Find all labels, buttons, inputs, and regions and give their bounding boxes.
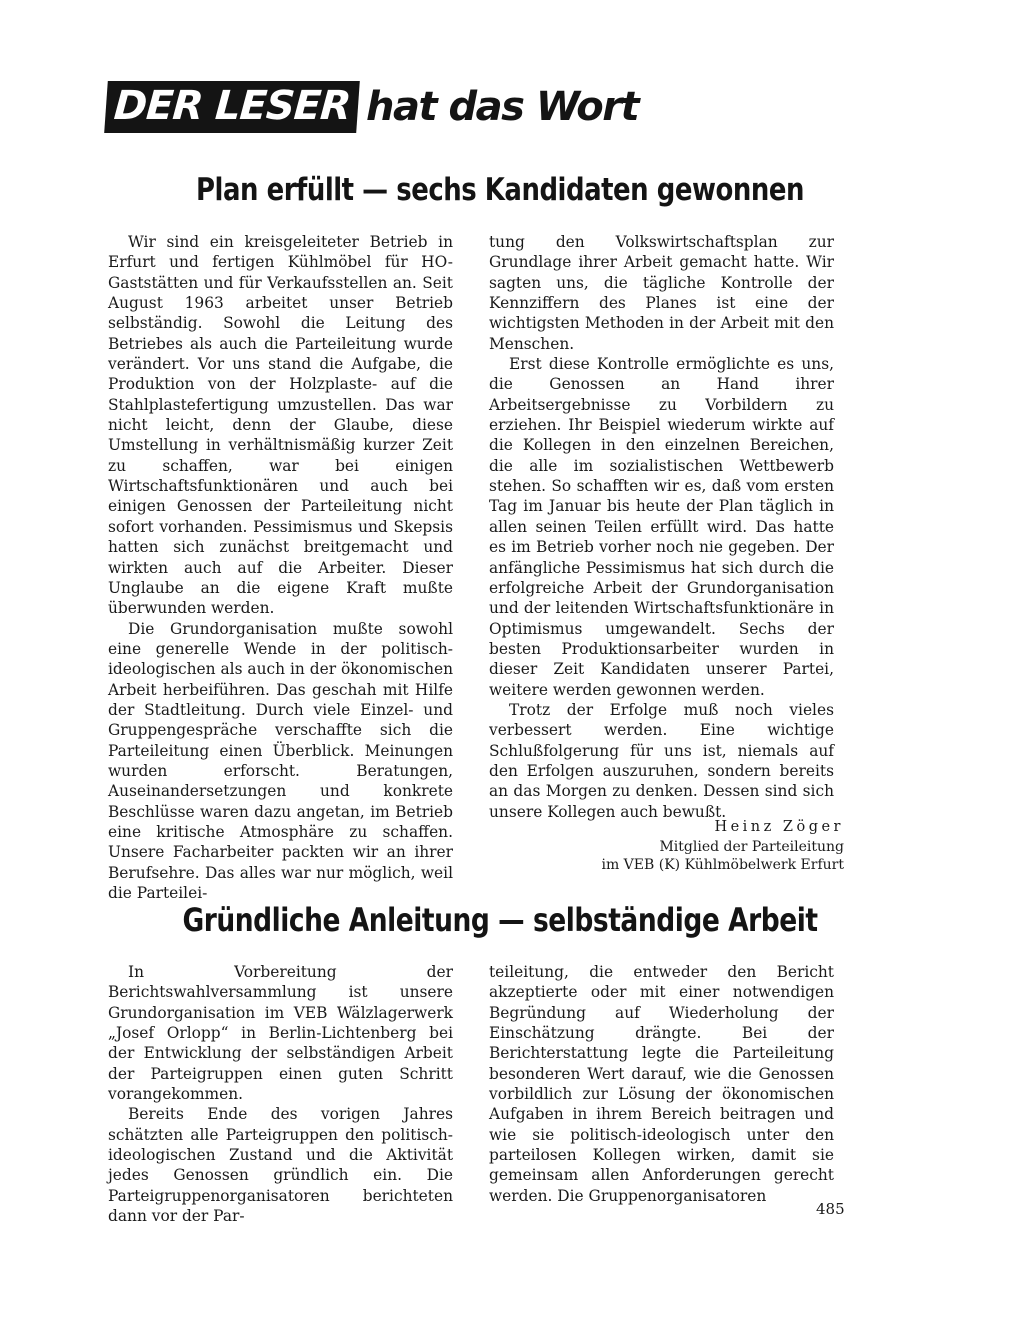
- article1-paragraph: Erst diese Kontrolle ermöglichte es uns, die Genossen an Hand ihrer Arbeitsergebnisse zu Vorbildern zu erziehen. Ihr Beispiel wiederum wirkte auf die Kollegen in den einzelnen Bereichen, die alle im sozialistischen Wettbewerb stehen. So schafften wir es, daß vom ersten Tag im Januar bis heute der Plan täglich in allen seinen Teilen erfüllt wird. Das hatte es im Betrieb vorher noch nie gegeben. Der anfängliche Pessimismus hat sich durch die erfolgreiche Arbeit der Grundorganisation und der leitenden Wirtschaftsfunktionäre in Optimismus umgewandelt. Sechs der besten Produktionsarbeiter wurden in dieser Zeit Kandidaten unserer Partei, weitere werden gewonnen werden.: [489, 355, 834, 699]
- signature-role: Mitglied der Parteileitung: [659, 839, 844, 855]
- article1-title: Plan erfüllt — sechs Kandidaten gewonnen: [196, 172, 804, 208]
- masthead-boxed-label: DER LESER: [104, 81, 360, 133]
- signature-name: Heinz Zöger: [714, 819, 844, 835]
- article1-paragraph: Wir sind ein kreisgeleiteter Betrieb in Erfurt und fertigen Kühlmöbel für HO-Gaststätten und für Verkaufsstellen an. Seit August 1963 arbeitet unser Betrieb selbständig. Sowohl die Leitung des Betriebes als auch die Parteileitung wurde verändert. Vor uns stand die Aufgabe, die Produktion von der Holzplaste- auf die Stahlplastefertigung umzustellen. Das war nicht leicht, denn der Glaube, diese Umstellung in verhältnismäßig kurzer Zeit zu schaffen, war bei einigen Wirtschaftsfunktionären und auch bei einigen Genossen der Parteileitung nicht sofort vorhanden. Pessimismus und Skepsis hatten sich zunächst breitgemacht und wirkten auch auf die Arbeiter. Dieser Unglaube an die eigene Kraft mußte überwunden werden.: [108, 233, 453, 618]
- article2-paragraph: Bereits Ende des vorigen Jahres schätzten alle Parteigruppen den politisch-ideologischen Zustand und die Aktivität jedes Genossen gründlich ein. Die Parteigruppenorganisatoren berichteten dann vor der Par-: [108, 1105, 453, 1226]
- article1-paragraph: Trotz der Erfolge muß noch vieles verbessert werden. Eine wichtige Schlußfolgerung für uns ist, niemals auf den Erfolgen auszuruhen, sondern bereits an das Morgen zu denken. Dessen sind sich unsere Kollegen auch bewußt.: [489, 700, 834, 821]
- article2-title: Gründliche Anleitung — selbständige Arbeit: [182, 901, 818, 939]
- article1-paragraph-continued: tung den Volkswirtschaftsplan zur Grundlage ihrer Arbeit gemacht hatte. Wir sagten uns, die tägliche Kontrolle der Kennziffern des Planes ist eine der wichtigsten Methoden in der Arbeit mit den Menschen.: [489, 233, 834, 353]
- article1-right-column: [489, 232, 834, 822]
- page-number: 485: [816, 1200, 845, 1218]
- masthead: [106, 78, 638, 136]
- article2-right-column: [489, 962, 834, 1206]
- signature-organization: im VEB (K) Kühlmöbelwerk Erfurt: [601, 857, 844, 873]
- article2-left-column: [108, 962, 453, 1226]
- article1-paragraph: Die Grundorganisation mußte sowohl eine generelle Wende in der politisch-ideologischen als auch in der ökonomischen Arbeit herbeiführen. Das geschah mit Hilfe der Stadtleitung. Durch viele Einzel- und Gruppengespräche verschaffte sich die Parteileitung einen Überblick. Meinungen wurden erforscht. Beratungen, Auseinandersetzungen und konkrete Beschlüsse waren dazu angetan, im Betrieb eine kritische Atmosphäre zu schaffen. Unsere Facharbeiter packten wir an ihrer Berufsehre. Das alles war nur möglich, weil die Parteilei-: [108, 619, 453, 902]
- article2-paragraph: In Vorbereitung der Berichtswahlversammlung ist unsere Grundorganisation im VEB Wälzlagerwerk „Josef Orlopp“ in Berlin-Lichtenberg bei der Entwicklung der selbständigen Arbeit der Parteigruppen einen guten Schritt vorangekommen.: [108, 963, 453, 1104]
- masthead-rest-label: hat das Wort: [366, 84, 639, 130]
- article1-left-column: [108, 232, 453, 903]
- article2-paragraph-continued: teileitung, die entweder den Bericht akzeptierte oder mit einer notwendigen Begründung auf Wiederholung der Einschätzung drängte. Bei der Berichterstattung legte die Parteileitung besonderen Wert darauf, wie die Genossen vorbildlich zur Lösung der ökonomischen Aufgaben in ihrem Bereich beitragen und wie sie politisch-ideologisch unter den parteilosen Kollegen wirken, damit sie gemeinsam allen Anforderungen gerecht werden. Die Gruppenorganisatoren: [489, 963, 834, 1205]
